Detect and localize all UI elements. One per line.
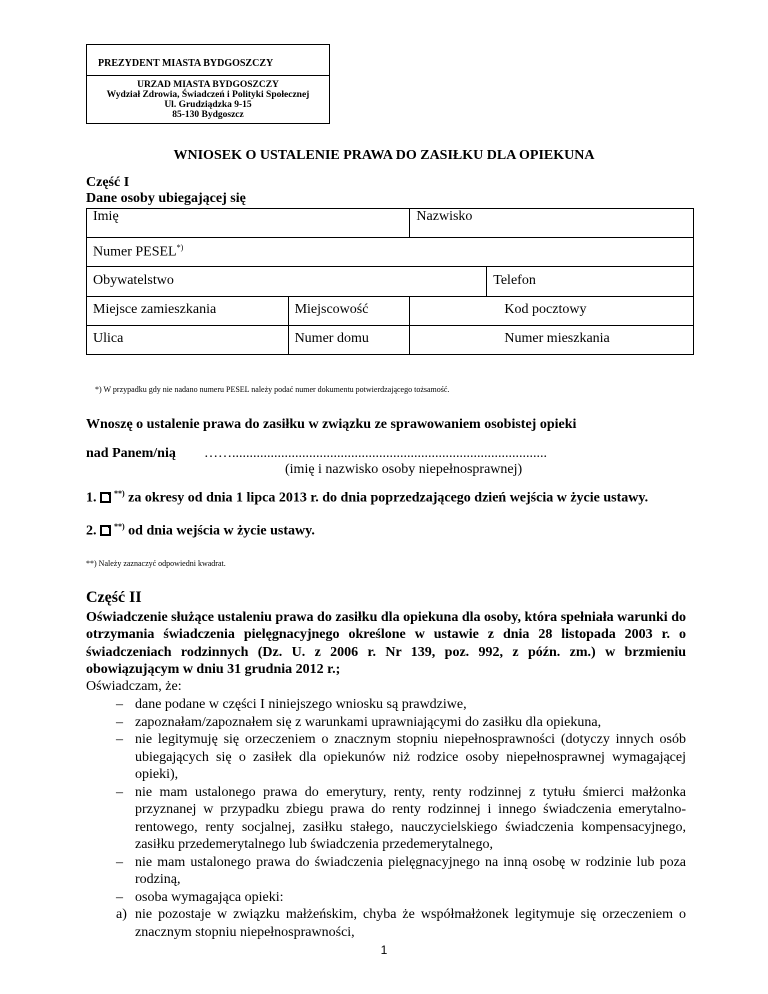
- part1-subheading: Dane osoby ubiegającej się: [86, 191, 246, 206]
- postcode-label: Kod pocztowy: [504, 302, 587, 317]
- citizenship-field[interactable]: [87, 267, 487, 297]
- option-2: [86, 522, 315, 540]
- office-name: URZAD MIASTA BYDGOSZCZY: [137, 80, 279, 90]
- office-street: Ul. Grudziądzka 9-15: [164, 100, 252, 110]
- option-2-checkbox[interactable]: [100, 525, 111, 536]
- dash-mark: –: [116, 714, 123, 730]
- pesel-footnote-mark: *): [176, 243, 184, 252]
- residence-label: Miejsce zamieszkania: [93, 302, 217, 317]
- office-postcode: 85-130 Bydgoszcz: [172, 110, 244, 120]
- declaration-item: – dane podane w części I niniejszego wniosku są prawdziwe,: [116, 697, 467, 712]
- declaration-item: – osoba wymagająca opieki:: [116, 889, 284, 905]
- issuer-title: PREZYDENT MIASTA BYDGOSZCZY: [87, 45, 329, 76]
- declaration-intro: Oświadczam, że:: [86, 679, 182, 694]
- pesel-label: Numer PESEL: [93, 244, 177, 260]
- declaration-list: [116, 696, 686, 941]
- form-title: WNIOSEK O USTALENIE PRAWA DO ZASIŁKU DLA OPIEKUNA: [173, 148, 595, 163]
- part1-heading: Część I: [86, 175, 130, 190]
- disabled-person-caption: (imię i nazwisko osoby niepełnosprawnej): [285, 462, 523, 477]
- request-text: Wnoszę o ustalenie prawa do zasiłku w związku ze sprawowaniem osobistej opieki: [86, 417, 577, 432]
- phone-label: Telefon: [493, 273, 536, 288]
- street-label: Ulica: [93, 331, 124, 346]
- first-name-label: Imię: [93, 209, 119, 224]
- last-name-label: Nazwisko: [416, 209, 473, 224]
- postcode-field[interactable]: [410, 297, 694, 326]
- declaration-item: – nie mam ustalonego prawa do świadczenia pielęgnacyjnego na inną osobę w rodzinie lub poza rodziną,: [116, 854, 686, 887]
- statement-heading: Oświadczenie służące ustaleniu prawa do zasiłku dla opiekuna dla osoby, która spełniała warunki do otrzymania świadczenia pielęgnacyjnego określone w ustawie z dnia 28 listopada 2003 r. o świadczeniach rodzinnych (Dz. U. z 2006 r. Nr 139, poz. 992, z późn. zm.) w brzmieniu obowiązującym w dniu 31 grudnia 2012 r.;: [86, 610, 686, 677]
- option-1-checkbox[interactable]: [100, 492, 111, 503]
- subitem-a-label: a): [116, 907, 127, 922]
- dash-mark: –: [116, 854, 123, 870]
- town-field[interactable]: [288, 297, 410, 326]
- house-number-label: Numer domu: [294, 331, 369, 346]
- pesel-field[interactable]: [87, 238, 694, 267]
- option-2-text: od dnia wejścia w życie ustawy.: [128, 523, 315, 539]
- checkbox-footnote: **) Należy zaznaczyć odpowiedni kwadrat.: [86, 559, 226, 568]
- applicant-data-table: [86, 208, 694, 355]
- declaration-subitem-a: a) nie pozostaje w związku małżeńskim, chyba że współmałżonek legitymuje się orzeczeniem o znacznym stopniu niepełnosprawności,: [116, 907, 686, 940]
- citizenship-label: Obywatelstwo: [93, 273, 174, 288]
- option-1-text: za okresy od dnia 1 lipca 2013 r. do dnia poprzedzającego dzień wejścia w życie ustawy.: [128, 490, 649, 506]
- option-1-number: 1.: [86, 490, 97, 506]
- street-field[interactable]: [87, 326, 289, 355]
- residence-field[interactable]: [87, 297, 289, 326]
- apartment-number-field[interactable]: [410, 326, 694, 355]
- option-2-number: 2.: [86, 523, 97, 539]
- apartment-number-label: Numer mieszkania: [504, 331, 610, 346]
- option-2-footnote-mark: **): [114, 522, 125, 531]
- declaration-item: – zapoznałam/zapoznałem się z warunkami uprawniającymi do zasiłku dla opiekuna,: [116, 714, 602, 730]
- disabled-person-name-field[interactable]: ……..........................................................................................: [204, 446, 547, 461]
- page-number: 1: [380, 943, 388, 957]
- declaration-item: – nie legitymuję się orzeczeniem o znacznym stopniu niepełnosprawności (dotyczy innych osób ubiegających się o zasiłek dla opiekunów niż rodzice osoby niepełnosprawnej wymagającej opieki),: [116, 732, 686, 782]
- town-label: Miejscowość: [294, 302, 369, 317]
- issuer-box: [86, 44, 330, 124]
- over-label: nad Panem/nią: [86, 446, 176, 461]
- pesel-footnote: *) W przypadku gdy nie nadano numeru PESEL należy podać numer dokumentu potwierdzającego tożsamość.: [95, 385, 450, 394]
- phone-field[interactable]: [487, 267, 694, 297]
- first-name-field[interactable]: [87, 209, 410, 238]
- department-name: Wydział Zdrowia, Świadczeń i Polityki Społecznej: [106, 90, 310, 100]
- dash-mark: –: [116, 889, 123, 905]
- last-name-field[interactable]: [410, 209, 694, 238]
- part2-heading: Część II: [86, 589, 142, 606]
- option-1-footnote-mark: **): [114, 489, 125, 498]
- option-1: [86, 489, 648, 507]
- house-number-field[interactable]: [288, 326, 410, 355]
- dash-mark: –: [116, 784, 123, 800]
- declaration-item: – nie mam ustalonego prawa do emerytury, renty, renty rodzinnej z tytułu śmierci małżonka przyznanej w przypadku zbiegu prawa do renty rodzinnej i innego świadczenia emerytalno-rentowego, renty socjalnej, zasiłku stałego, nauczycielskiego świadczenia kompensacyjnego, zasiłku przedemerytalnego lub świadczenia przedemerytalnego,: [116, 784, 686, 852]
- dash-mark: –: [116, 732, 123, 747]
- dash-mark: –: [116, 697, 123, 712]
